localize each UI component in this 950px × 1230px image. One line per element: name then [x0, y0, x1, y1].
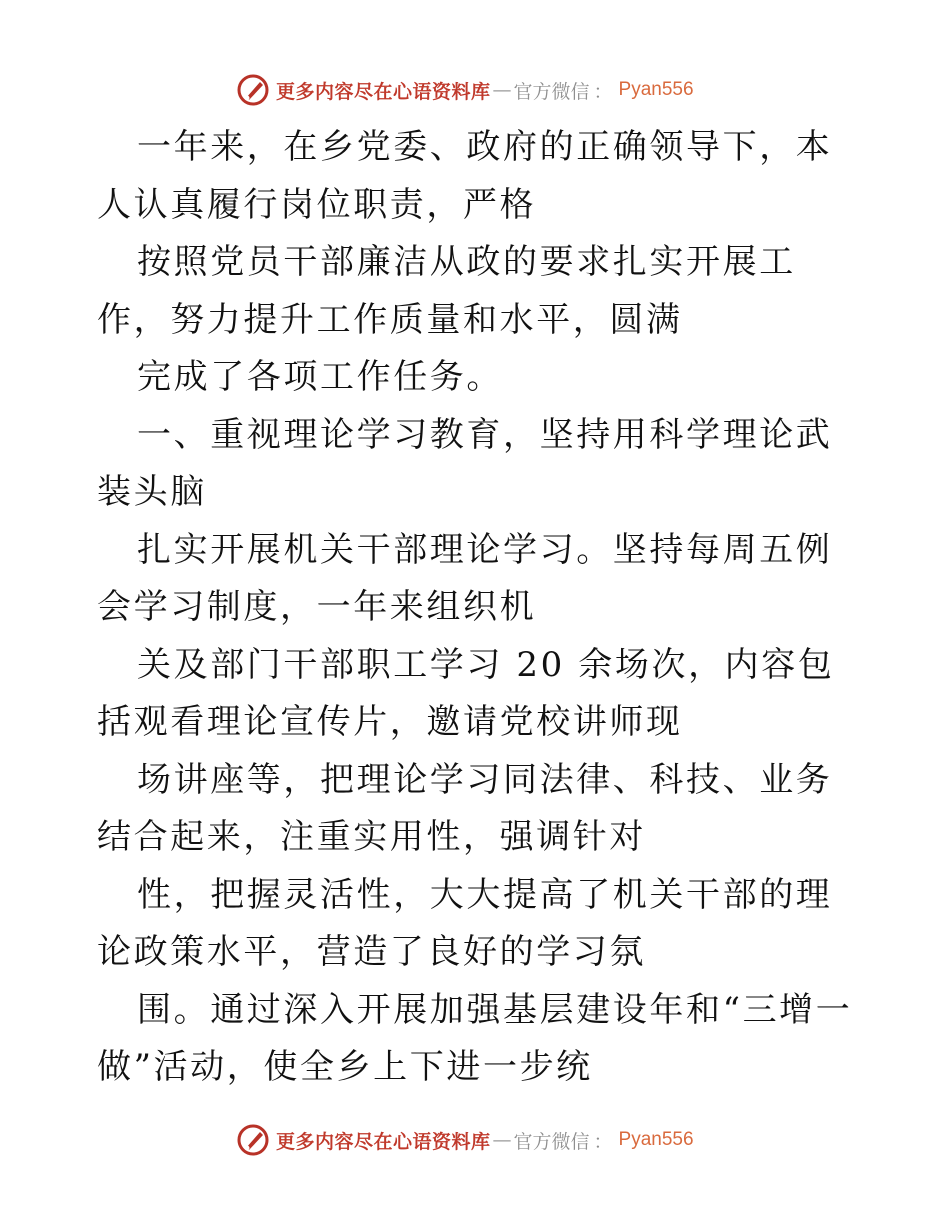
body-paragraph-2: 按照党员干部廉洁从政的要求扎实开展工作，努力提升工作质量和水平，圆满 — [97, 242, 796, 340]
section-heading: 一、重视理论学习教育，坚持用科学理论武装头脑 — [97, 414, 833, 512]
quill-logo-icon — [236, 1123, 270, 1157]
footer-banner — [236, 1121, 716, 1159]
wechat-id: Pyan556 — [618, 1129, 694, 1150]
banner-colon: ： — [593, 1130, 613, 1153]
quill-logo-icon — [236, 73, 270, 107]
banner-dash: — — [492, 1129, 512, 1151]
site-name: 更多内容尽在心语资料库 — [276, 80, 491, 103]
site-name: 更多内容尽在心语资料库 — [276, 1130, 491, 1153]
header-banner — [236, 71, 716, 109]
wechat-label: 官方微信 — [513, 1130, 590, 1153]
wechat-label: 官方微信 — [513, 80, 590, 103]
body-paragraph-7: 场讲座等，把理论学习同法律、科技、业务结合起来，注重实用性，强调针对 — [97, 759, 833, 857]
document-body — [97, 119, 857, 1097]
body-paragraph-6: 关及部门干部职工学习 20 余场次，内容包括观看理论宣传片，邀请党校讲师现 — [97, 644, 835, 742]
banner-colon: ： — [593, 80, 613, 103]
body-paragraph-8: 性，把握灵活性，大大提高了机关干部的理论政策水平，营造了良好的学习氛 — [97, 874, 833, 972]
body-paragraph-3: 完成了各项工作任务。 — [137, 357, 503, 397]
body-paragraph-1: 一年来，在乡党委、政府的正确领导下，本人认真履行岗位职责，严格 — [97, 127, 833, 225]
body-paragraph-5: 扎实开展机关干部理论学习。坚持每周五例会学习制度，一年来组织机 — [97, 529, 833, 627]
banner-dash: — — [492, 79, 512, 101]
body-paragraph-9: 围。通过深入开展加强基层建设年和“三增一做”活动，使全乡上下进一步统 — [97, 989, 853, 1087]
wechat-id: Pyan556 — [618, 79, 694, 100]
